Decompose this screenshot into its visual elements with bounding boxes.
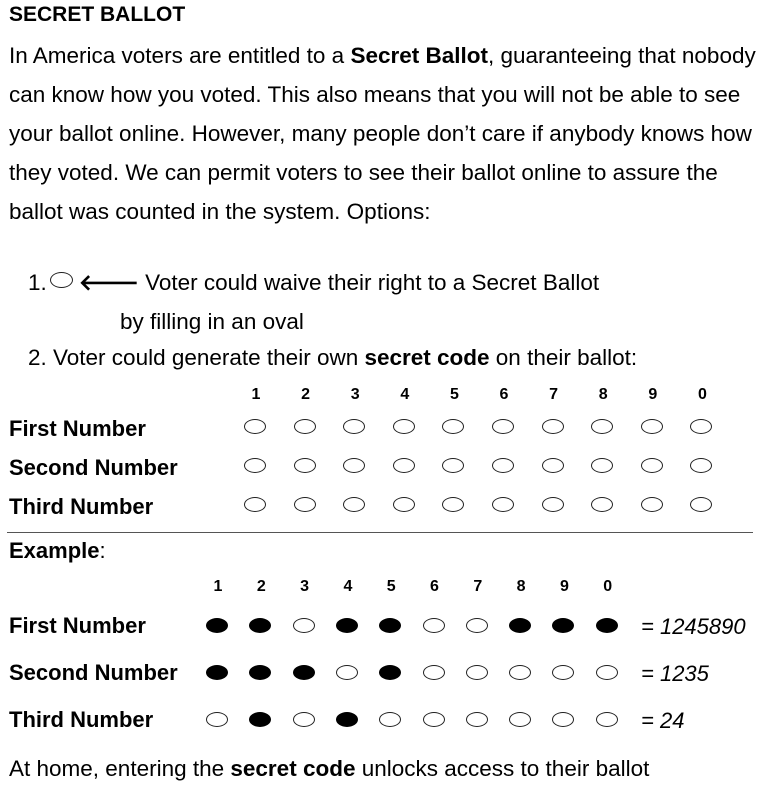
example-digit-header: 6 bbox=[430, 578, 439, 595]
code-oval[interactable] bbox=[690, 458, 712, 473]
option-1-number: 1. bbox=[28, 270, 47, 295]
example-digit-header: 0 bbox=[603, 578, 613, 595]
option-2-prefix: 2. Voter could generate their own bbox=[28, 345, 365, 370]
filled-oval bbox=[249, 665, 271, 680]
empty-oval bbox=[423, 618, 445, 633]
code-oval[interactable] bbox=[343, 497, 365, 512]
code-oval[interactable] bbox=[442, 458, 464, 473]
code-oval[interactable] bbox=[641, 497, 663, 512]
page-title: SECRET BALLOT bbox=[9, 3, 186, 26]
digit-header: 5 bbox=[449, 386, 459, 403]
footer-prefix: At home, entering the bbox=[9, 756, 231, 781]
option-2-suffix: on their ballot: bbox=[489, 345, 638, 370]
digit-header: 8 bbox=[598, 386, 608, 403]
code-oval[interactable] bbox=[542, 419, 564, 434]
code-oval[interactable] bbox=[641, 458, 663, 473]
filled-oval bbox=[249, 618, 271, 633]
filled-oval bbox=[336, 618, 358, 633]
code-oval[interactable] bbox=[492, 419, 514, 434]
code-oval[interactable] bbox=[591, 497, 613, 512]
empty-oval bbox=[423, 712, 445, 727]
empty-oval bbox=[596, 665, 618, 680]
example-digit-header: 1 bbox=[213, 578, 223, 595]
example-colon: : bbox=[99, 538, 106, 563]
digit-header: 1 bbox=[251, 386, 261, 403]
example-digit-header: 9 bbox=[559, 578, 569, 595]
intro-text-2: , guaranteeing that nobody can know how you voted. This also means that you will not be able to see your ballot online. However, many people don’t care if anybody knows how they voted. We can permit voters to see their ballot online to assure the ballot was counted in the system. Options: bbox=[9, 43, 756, 224]
intro-text-1: In America voters are entitled to a bbox=[9, 43, 351, 68]
option-1-text-cont: by filling in an oval bbox=[120, 309, 304, 334]
empty-oval bbox=[293, 712, 315, 727]
example-result: = 1235 bbox=[641, 661, 709, 686]
filled-oval bbox=[379, 665, 401, 680]
empty-oval bbox=[596, 712, 618, 727]
code-oval[interactable] bbox=[542, 458, 564, 473]
filled-oval bbox=[596, 618, 618, 633]
example-digit-header: 7 bbox=[473, 578, 483, 595]
digit-header: 6 bbox=[499, 386, 509, 403]
filled-oval bbox=[509, 618, 531, 633]
left-arrow-icon: 🡐 bbox=[78, 270, 140, 295]
code-oval[interactable] bbox=[244, 497, 266, 512]
digit-header: 7 bbox=[549, 386, 559, 403]
digit-header: 9 bbox=[648, 386, 658, 403]
example-digit-header: 8 bbox=[516, 578, 526, 595]
empty-oval bbox=[336, 665, 358, 680]
digit-header: 4 bbox=[400, 386, 410, 403]
option-1 bbox=[28, 270, 599, 296]
code-oval[interactable] bbox=[244, 419, 266, 434]
empty-oval bbox=[206, 712, 228, 727]
example-row-label: Third Number bbox=[9, 707, 154, 732]
example-row-label: Second Number bbox=[9, 660, 178, 685]
code-oval[interactable] bbox=[244, 458, 266, 473]
code-oval[interactable] bbox=[294, 497, 316, 512]
option-1-text: Voter could waive their right to a Secret Ballot bbox=[145, 270, 600, 295]
filled-oval bbox=[552, 618, 574, 633]
empty-oval bbox=[423, 665, 445, 680]
empty-oval bbox=[552, 665, 574, 680]
footer-suffix: unlocks access to their ballot bbox=[355, 756, 650, 781]
empty-oval bbox=[466, 665, 488, 680]
row-label: Second Number bbox=[9, 455, 178, 480]
code-oval[interactable] bbox=[393, 458, 415, 473]
example-result: = 1245890 bbox=[641, 614, 746, 639]
option-2 bbox=[28, 345, 637, 371]
filled-oval bbox=[293, 665, 315, 680]
example-result: = 24 bbox=[641, 708, 685, 733]
code-oval[interactable] bbox=[294, 458, 316, 473]
example-digit-header: 4 bbox=[343, 578, 353, 595]
code-oval[interactable] bbox=[591, 458, 613, 473]
empty-oval bbox=[509, 712, 531, 727]
intro-bold-secret-ballot: Secret Ballot bbox=[350, 43, 488, 68]
example-label: Example bbox=[9, 538, 100, 563]
row-label: First Number bbox=[9, 416, 146, 441]
code-oval[interactable] bbox=[492, 458, 514, 473]
empty-oval bbox=[293, 618, 315, 633]
code-oval[interactable] bbox=[690, 419, 712, 434]
code-oval[interactable] bbox=[343, 419, 365, 434]
digit-header: 2 bbox=[301, 386, 311, 403]
footer-bold: secret code bbox=[230, 756, 356, 781]
filled-oval bbox=[206, 665, 228, 680]
code-oval[interactable] bbox=[442, 419, 464, 434]
code-oval[interactable] bbox=[393, 497, 415, 512]
divider bbox=[7, 532, 753, 533]
option-2-bold: secret code bbox=[364, 345, 490, 370]
example-digit-header: 5 bbox=[386, 578, 396, 595]
code-oval[interactable] bbox=[393, 419, 415, 434]
example-row-label: First Number bbox=[9, 613, 146, 638]
footer-text bbox=[9, 756, 649, 782]
code-oval[interactable] bbox=[294, 419, 316, 434]
empty-oval bbox=[379, 712, 401, 727]
code-oval[interactable] bbox=[690, 497, 712, 512]
code-oval[interactable] bbox=[492, 497, 514, 512]
code-oval[interactable] bbox=[343, 458, 365, 473]
code-oval[interactable] bbox=[591, 419, 613, 434]
empty-oval bbox=[509, 665, 531, 680]
filled-oval bbox=[379, 618, 401, 633]
filled-oval bbox=[249, 712, 271, 727]
filled-oval bbox=[206, 618, 228, 633]
digit-header: 0 bbox=[697, 386, 707, 403]
example-heading bbox=[9, 538, 106, 564]
empty-oval bbox=[466, 712, 488, 727]
example-digit-header: 2 bbox=[256, 578, 266, 595]
empty-oval bbox=[466, 618, 488, 633]
row-label: Third Number bbox=[9, 494, 154, 519]
empty-oval bbox=[552, 712, 574, 727]
example-digit-header: 3 bbox=[300, 578, 310, 595]
code-oval[interactable] bbox=[442, 497, 464, 512]
digit-header: 3 bbox=[350, 386, 360, 403]
code-oval[interactable] bbox=[641, 419, 663, 434]
filled-oval bbox=[336, 712, 358, 727]
intro-paragraph bbox=[9, 36, 759, 231]
waive-oval[interactable] bbox=[50, 272, 73, 288]
code-oval[interactable] bbox=[542, 497, 564, 512]
